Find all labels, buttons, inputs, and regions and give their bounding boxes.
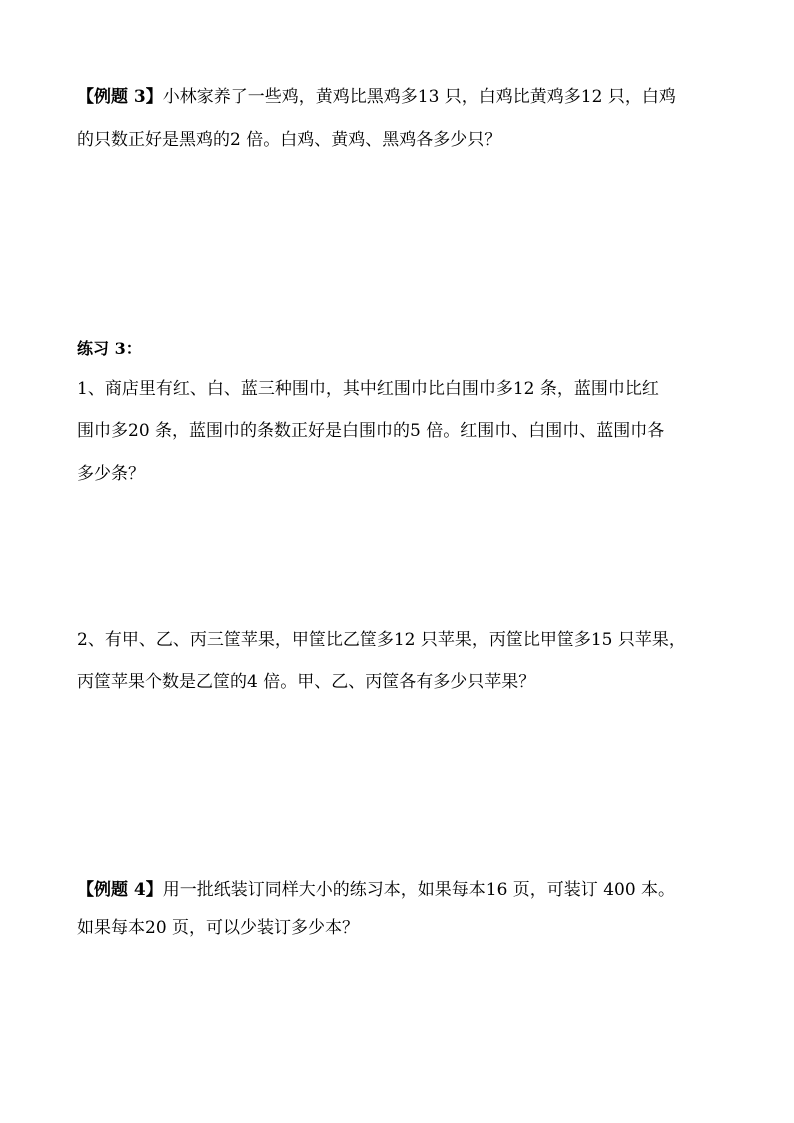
practice-3-q1-line-3: 多少条？ <box>77 464 145 484</box>
example-4-tag: 【例题 4】 <box>77 880 163 900</box>
practice-3-heading: 练习 3： <box>77 339 142 358</box>
example-4-line-1 <box>77 879 675 901</box>
example-3-tag: 【例题 3】 <box>77 87 163 107</box>
example-4-text-1: 用一批纸装订同样大小的练习本，如果每本16 页，可装订 400 本。 <box>162 880 676 900</box>
example-3-text-1: 小林家养了一些鸡，黄鸡比黑鸡多13 只，白鸡比黄鸡多12 只，白鸡 <box>162 87 676 107</box>
practice-3-q2-line-1: 2、有甲、乙、丙三筐苹果，甲筐比乙筐多12 只苹果，丙筐比甲筐多15 只苹果， <box>77 630 686 650</box>
example-3-line-2: 的只数正好是黑鸡的2 倍。白鸡、黄鸡、黑鸡各多少只？ <box>77 130 502 150</box>
practice-3-q2-line-2: 丙筐苹果个数是乙筐的4 倍。甲、乙、丙筐各有多少只苹果？ <box>77 672 536 692</box>
example-4-line-2: 如果每本20 页，可以少装订多少本？ <box>77 918 360 938</box>
practice-3-q1-line-2: 围巾多20 条，蓝围巾的条数正好是白围巾的5 倍。红围巾、白围巾、蓝围巾各 <box>77 421 665 441</box>
example-3-line-1 <box>77 86 676 108</box>
practice-3-q1-line-1: 1、商店里有红、白、蓝三种围巾，其中红围巾比白围巾多12 条，蓝围巾比红 <box>77 379 659 399</box>
